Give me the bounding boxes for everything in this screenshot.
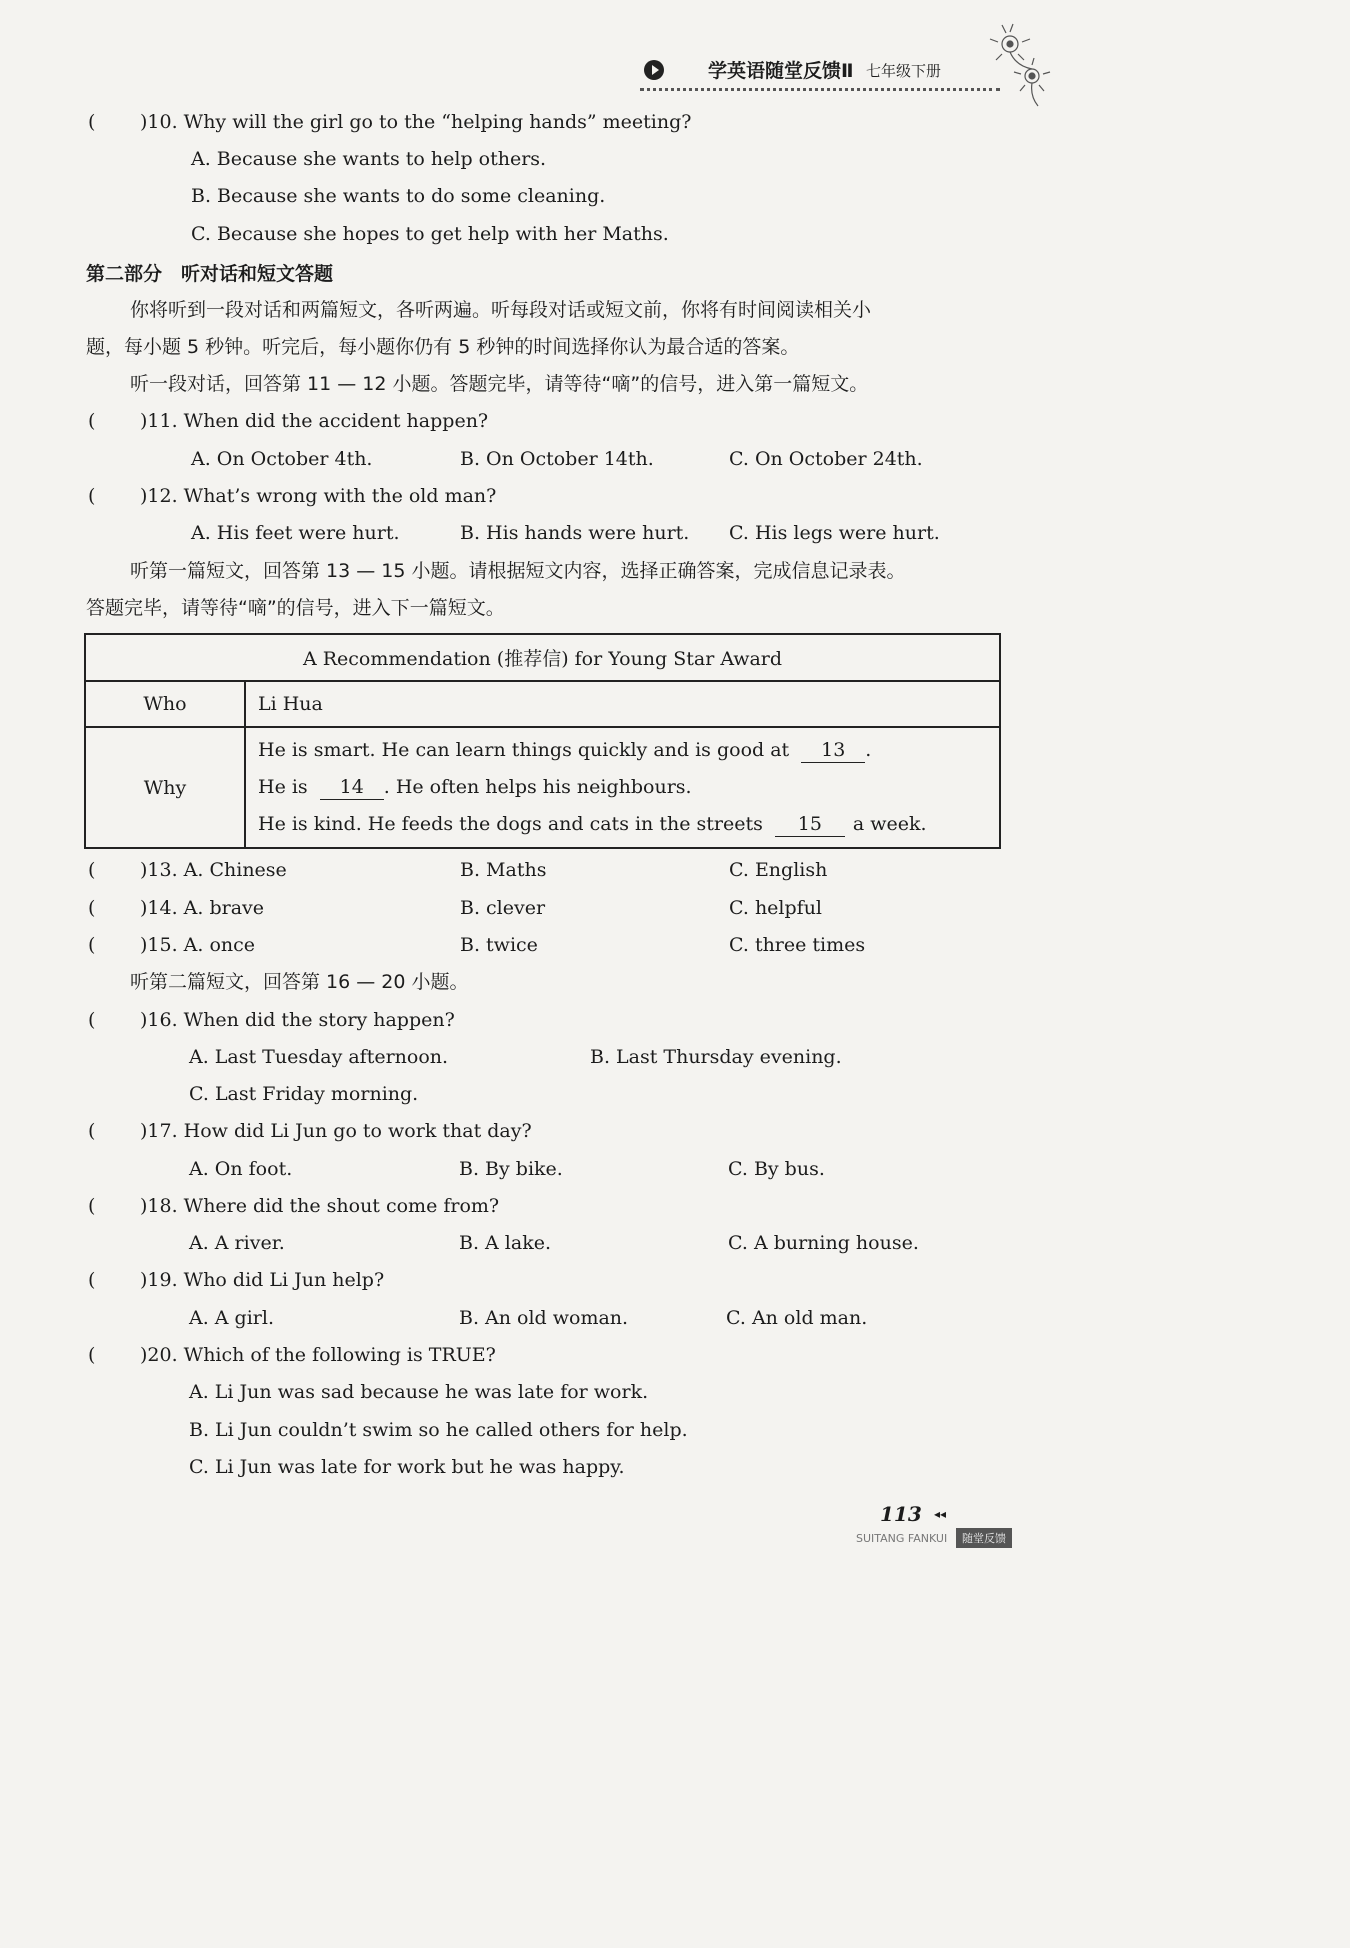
answer-paren: (	[88, 934, 96, 956]
why-line-2	[258, 769, 999, 806]
q13-option-c: C. English	[729, 859, 828, 881]
q17-stem: )17. How did Li Jun go to work that day?	[140, 1120, 532, 1142]
q13-option-a: )13. A. Chinese	[140, 859, 287, 881]
q17-option-c: C. By bus.	[728, 1158, 825, 1180]
passage1-instruction-line1: 听第一篇短文，回答第 13 — 15 小题。请根据短文内容，选择正确答案，完成信息记录表。	[130, 560, 906, 582]
q11-stem: )11. When did the accident happen?	[140, 410, 489, 432]
blank-14[interactable]: 14	[320, 775, 384, 800]
q16-option-b: B. Last Thursday evening.	[590, 1046, 842, 1068]
q10-option-c: C. Because she hopes to get help with her Maths.	[191, 223, 669, 245]
q12-option-a: A. His feet were hurt.	[191, 522, 400, 544]
part2-title: 第二部分 听对话和短文答题	[86, 263, 334, 285]
q12-option-b: B. His hands were hurt.	[460, 522, 690, 544]
book-title: 学英语随堂反馈Ⅱ	[708, 60, 854, 82]
q19-option-b: B. An old woman.	[459, 1307, 629, 1329]
part2-intro-line2: 题，每小题 5 秒钟。听完后，每小题你仍有 5 秒钟的时间选择你认为最合适的答案。	[86, 336, 800, 358]
table-row	[85, 681, 1000, 727]
page-number: 113	[880, 1502, 922, 1526]
q20-stem: )20. Which of the following is TRUE?	[140, 1344, 496, 1366]
why-line-1-text: He is smart. He can learn things quickly and is good at	[258, 739, 790, 761]
q18-option-a: A. A river.	[189, 1232, 285, 1254]
answer-paren: (	[88, 897, 96, 919]
why-line-3-end: a week.	[852, 813, 927, 835]
table-row	[85, 727, 1000, 848]
q12-stem: )12. What’s wrong with the old man?	[140, 485, 497, 507]
passage2-instruction: 听第二篇短文，回答第 16 — 20 小题。	[130, 971, 469, 993]
answer-paren: (	[88, 1269, 96, 1291]
q18-option-b: B. A lake.	[459, 1232, 552, 1254]
q10-option-a: A. Because she wants to help others.	[191, 148, 547, 170]
q11-option-a: A. On October 4th.	[191, 448, 373, 470]
recommendation-table	[84, 633, 1001, 849]
answer-paren: (	[88, 1009, 96, 1031]
q17-option-a: A. On foot.	[189, 1158, 293, 1180]
q16-option-a: A. Last Tuesday afternoon.	[189, 1046, 449, 1068]
q19-option-c: C. An old man.	[726, 1307, 868, 1329]
why-line-1	[258, 732, 999, 769]
play-icon	[644, 60, 664, 80]
q15-option-b: B. twice	[460, 934, 538, 956]
why-line-1-end: .	[865, 739, 872, 761]
who-value: Li Hua	[245, 681, 1000, 727]
q10-option-b: B. Because she wants to do some cleaning.	[191, 185, 606, 207]
q16-option-c: C. Last Friday morning.	[189, 1083, 419, 1105]
answer-paren: (	[88, 111, 96, 133]
answer-paren: (	[88, 485, 96, 507]
why-value	[245, 727, 1000, 848]
footer-badge: 随堂反馈	[956, 1528, 1012, 1548]
q13-option-b: B. Maths	[460, 859, 547, 881]
q20-option-c: C. Li Jun was late for work but he was happy.	[189, 1456, 625, 1478]
q14-option-c: C. helpful	[729, 897, 823, 919]
answer-paren: (	[88, 1344, 96, 1366]
q19-option-a: A. A girl.	[189, 1307, 274, 1329]
q15-option-a: )15. A. once	[140, 934, 256, 956]
why-line-3-text: He is kind. He feeds the dogs and cats in the streets	[258, 813, 763, 835]
q17-option-b: B. By bike.	[459, 1158, 563, 1180]
why-label: Why	[85, 727, 245, 848]
answer-paren: (	[88, 1195, 96, 1217]
q14-option-a: )14. A. brave	[140, 897, 265, 919]
who-label: Who	[85, 681, 245, 727]
book-grade: 七年级下册	[866, 62, 942, 80]
double-arrow-left-icon: ◂◂	[934, 1507, 947, 1521]
why-line-2-text: He is	[258, 776, 308, 798]
q10-stem: )10. Why will the girl go to the “helping hands” meeting?	[140, 111, 692, 133]
part2-intro-line1: 你将听到一段对话和两篇短文，各听两遍。听每段对话或短文前，你将有时间阅读相关小	[130, 299, 872, 321]
answer-paren: (	[88, 1120, 96, 1142]
passage1-instruction-line2: 答题完毕，请等待“嘀”的信号，进入下一篇短文。	[86, 597, 505, 619]
q16-stem: )16. When did the story happen?	[140, 1009, 455, 1031]
q19-stem: )19. Who did Li Jun help?	[140, 1269, 385, 1291]
page-footer	[856, 1528, 1026, 1548]
answer-paren: (	[88, 859, 96, 881]
blank-15[interactable]: 15	[775, 812, 845, 837]
footer-latin-text: SUITANG FANKUI	[856, 1532, 948, 1545]
dialog-instruction: 听一段对话，回答第 11 — 12 小题。答题完毕，请等待“嘀”的信号，进入第一篇短文。	[130, 373, 869, 395]
blank-13[interactable]: 13	[801, 738, 865, 763]
q12-option-c: C. His legs were hurt.	[729, 522, 940, 544]
sunflower-icon	[982, 18, 1062, 108]
header-dotted-rule	[640, 88, 1000, 91]
q20-option-b: B. Li Jun couldn’t swim so he called others for help.	[189, 1419, 688, 1441]
q18-stem: )18. Where did the shout come from?	[140, 1195, 500, 1217]
answer-paren: (	[88, 410, 96, 432]
q11-option-b: B. On October 14th.	[460, 448, 654, 470]
why-line-2-end: . He often helps his neighbours.	[383, 776, 692, 798]
table-title: A Recommendation (推荐信) for Young Star Award	[85, 634, 1000, 681]
q14-option-b: B. clever	[460, 897, 546, 919]
why-line-3	[258, 806, 999, 843]
q15-option-c: C. three times	[729, 934, 866, 956]
q11-option-c: C. On October 24th.	[729, 448, 923, 470]
q18-option-c: C. A burning house.	[728, 1232, 919, 1254]
q20-option-a: A. Li Jun was sad because he was late for work.	[189, 1381, 649, 1403]
page-header	[640, 56, 1000, 86]
